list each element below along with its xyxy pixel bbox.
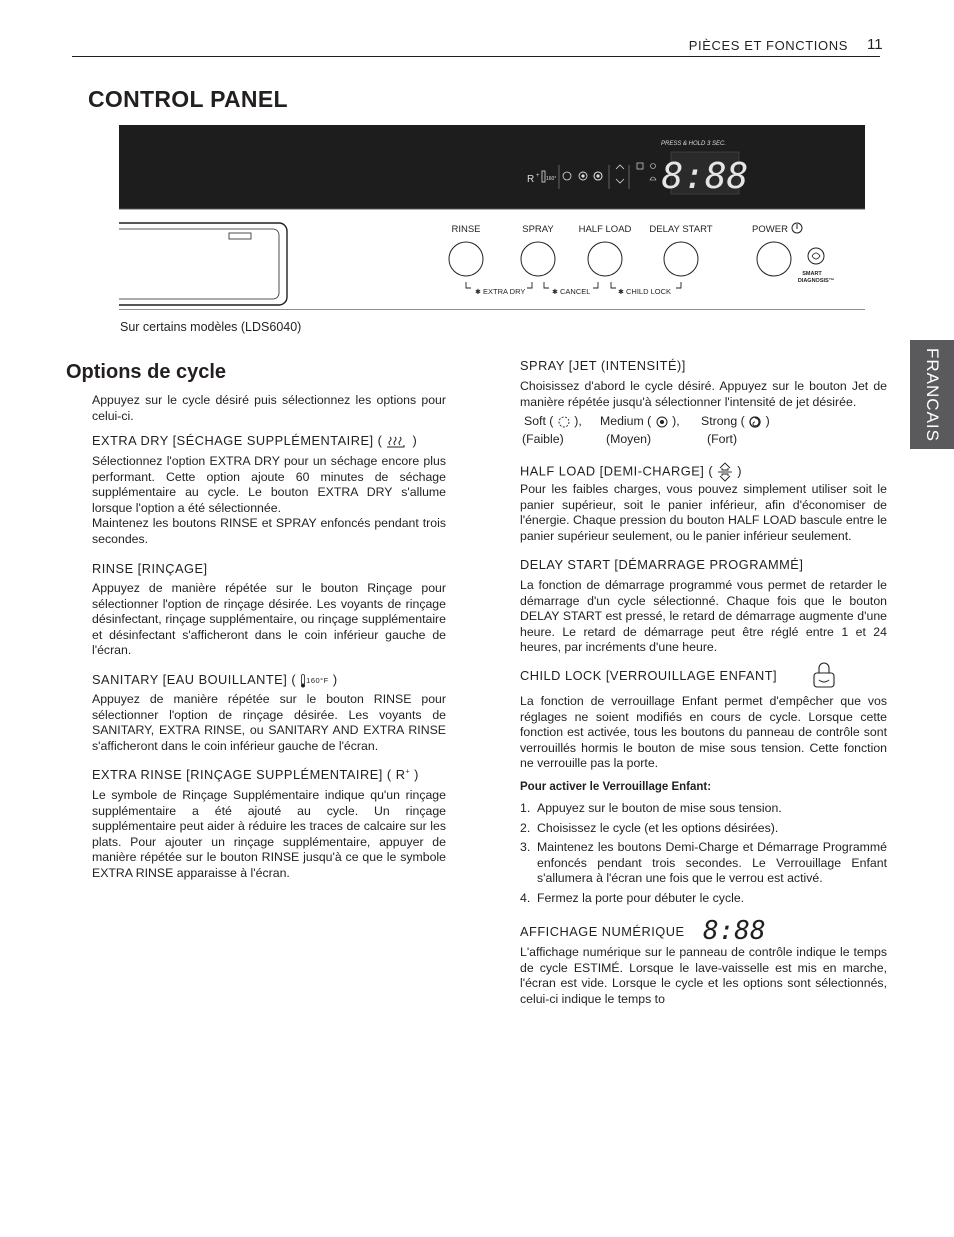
soft-spray-icon bbox=[557, 415, 571, 429]
half-load-icon bbox=[717, 461, 733, 483]
child-lock-star: ✱ bbox=[618, 289, 624, 296]
page-title: CONTROL PANEL bbox=[88, 86, 288, 112]
press-hold-label: PRESS & HOLD 3 SEC. bbox=[661, 141, 727, 147]
spray-text: Choisissez d'abord le cycle désiré. Appuyez sur le bouton Jet de manière répétée jusqu'à sélectionner l'intensité de jet désirée. bbox=[520, 379, 887, 409]
cycle-options-heading: Options de cycle bbox=[66, 361, 227, 383]
spray-strong-fr: (Fort) bbox=[707, 432, 738, 446]
extra-rinse-title: EXTRA RINSE [RINÇAGE SUPPLÉMENTAIRE] ( R+ ) bbox=[92, 767, 419, 782]
extra-dry-star: ✱ bbox=[475, 289, 481, 296]
rinse-title: RINSE [RINÇAGE] bbox=[92, 561, 208, 576]
cancel-star: ✱ bbox=[552, 289, 558, 296]
spray-medium-fr: (Moyen) bbox=[606, 432, 652, 446]
strong-spray-icon bbox=[748, 415, 762, 429]
child-lock-icon bbox=[811, 662, 837, 690]
spray-title: SPRAY [JET (INTENSITÉ)] bbox=[520, 358, 686, 373]
list-item: 2. Choisissez le cycle (et les options désirées). bbox=[520, 820, 779, 835]
spray-label: SPRAY bbox=[522, 224, 554, 235]
list-item: 1. Appuyez sur le bouton de mise sous tension. bbox=[520, 801, 782, 815]
smart-label-1: SMART bbox=[802, 271, 822, 277]
extra-rinse-text: Le symbole de Rinçage Supplémentaire indique qu'un rinçage supplémentaire a été ajouté au cycle. Un rinçage supplémentaire peut aider à réduire les traces de calcaire sur les plats. Pour ajouter un rinçage supplémentaire, appuyer de manière répétée sur le bouton RINSE jusqu'à ce que le symbole EXTRA RINSE apparaisse à l'écran. bbox=[92, 788, 446, 880]
rinse-text: Appuyez de manière répétée sur le bouton Rinçage pour sélectionner l'option de rinçage désirée. Les voyants de rinçage désinfectant, rinçage supplémentaire, ou rinçage supplémentaire et désinfectant s'afficheront dans le coin inférieur gauche de l'écran. bbox=[92, 581, 446, 658]
smart-label-2: DIAGNOSIS™ bbox=[797, 278, 835, 284]
medium-spray-icon bbox=[655, 415, 669, 429]
half-load-title: HALF LOAD [DEMI-CHARGE] ( ) bbox=[520, 461, 742, 483]
cancel-label: CANCEL bbox=[560, 287, 591, 296]
delay-start-label: DELAY START bbox=[649, 224, 713, 235]
control-panel-illustration bbox=[119, 125, 865, 310]
display-strip bbox=[119, 125, 865, 209]
half-load-text: Pour les faibles charges, vous pouvez simplement utiliser soit le panier supérieur, soit le panier inférieur, afin d'économiser de l'énergie. Chaque pression du bouton HALF LOAD bascule entre le panier supérieur seulement, ou le panier inférieur seulement. bbox=[520, 482, 887, 543]
digital-display-title: AFFICHAGE NUMÉRIQUE bbox=[520, 924, 685, 939]
delay-start-text: La fonction de démarrage programmé vous permet de retarder le démarrage d'un cycle sélectionné. Chaque fois que le bouton DELAY START est pressé, le retard de démarrage augmente d'une heure. Le retard de démarrage peut être réglé entre 1 et 24 heures, par incréments d'une heure. bbox=[520, 578, 887, 655]
digit-readout: 8:88 bbox=[661, 156, 749, 197]
svg-text:160°: 160° bbox=[546, 176, 557, 182]
half-load-button bbox=[588, 242, 622, 276]
list-item: 3. Maintenez les boutons Demi-Charge et Démarrage Programmé enfoncés pendant trois secondes. Le Verrouillage Enfant s'allumera à l'écran une fois que le verrou est activé. bbox=[520, 840, 887, 886]
delay-start-button bbox=[664, 242, 698, 276]
language-tab bbox=[910, 340, 954, 449]
cycle-options-intro: Appuyez sur le cycle désiré puis sélectionnez les options pour celui-ci. bbox=[92, 393, 446, 423]
digital-display-icon: 8:88 bbox=[703, 916, 766, 946]
svg-text:+: + bbox=[536, 173, 540, 179]
spray-button bbox=[521, 242, 555, 276]
sanitary-text: Appuyez de manière répétée sur le bouton RINSE pour sélectionner l'option de rinçage désirée. Les voyants de SANITARY, EXTRA RINSE, ou SANITARY AND EXTRA RINSE s'afficheront dans le coin inférieur gauche de l'écran. bbox=[92, 692, 446, 753]
list-item: 4. Fermez la porte pour débuter le cycle. bbox=[520, 890, 745, 905]
extra-dry-title: EXTRA DRY [SÉCHAGE SUPPLÉMENTAIRE] ( ) bbox=[92, 433, 418, 448]
rinse-button bbox=[449, 242, 483, 276]
smart-diagnosis-icon bbox=[808, 248, 824, 264]
sanitary-icon: 160°F bbox=[300, 674, 329, 688]
digital-display-text: L'affichage numérique sur le panneau de contrôle indique le temps de cycle ESTIMÉ. Lorsque le lave-vaisselle est mis en marche, l'écran est vide. Lorsque le cycle et les options sont sélectionnés, celui-ci indique le temps to bbox=[520, 945, 887, 1006]
child-lock-steps bbox=[520, 801, 887, 907]
panel-caption: Sur certains modèles (LDS6040) bbox=[120, 320, 302, 334]
rinse-label: RINSE bbox=[451, 224, 481, 235]
child-lock-steps-title: Pour activer le Verrouillage Enfant: bbox=[520, 781, 712, 793]
header-section: PIÈCES ET FONCTIONS bbox=[688, 38, 848, 53]
spray-soft: Soft ( ), bbox=[524, 414, 582, 428]
child-lock-text: La fonction de verrouillage Enfant permet d'empêcher que vos réglages ne soient modifiés en cours de cycle. Lorsque cette fonction est activée, tous les boutons du panneau de contrôle sont verrouillés hormis le bouton de mise sous tension. Cette fonction ne verrouille pas la porte. bbox=[520, 694, 887, 771]
extra-dry-label: EXTRA DRY bbox=[483, 287, 526, 296]
spray-soft-fr: (Faible) bbox=[522, 432, 564, 446]
delay-start-title: DELAY START [DÉMARRAGE PROGRAMMÉ] bbox=[520, 557, 804, 572]
header-rule bbox=[72, 56, 880, 57]
power-label: POWER bbox=[752, 224, 788, 235]
door-handle bbox=[119, 223, 287, 305]
child-lock-title: CHILD LOCK [VERROUILLAGE ENFANT] bbox=[520, 668, 778, 683]
extra-dry-text: Sélectionnez l'option EXTRA DRY pour un séchage encore plus performant. Cette option ajoute 60 minutes de séchage supplémentaire au cycle. Le bouton EXTRA DRY s'allume lorsque l'option a été sélectionnée. Maintenez les boutons RINSE et SPRAY enfoncés pendant trois secondes. bbox=[92, 454, 446, 546]
language-tab-label: FRANCAIS bbox=[923, 347, 942, 442]
sanitary-title: SANITARY [EAU BOUILLANTE] ( 160°F ) bbox=[92, 672, 338, 687]
child-lock-label: CHILD LOCK bbox=[626, 287, 672, 296]
spray-strong: Strong ( ) bbox=[701, 414, 770, 428]
control-panel-svg bbox=[119, 125, 865, 310]
half-load-label: HALF LOAD bbox=[578, 224, 632, 235]
page-number: 11 bbox=[867, 36, 883, 53]
power-button bbox=[757, 242, 791, 276]
extra-dry-icon bbox=[386, 435, 408, 449]
spray-medium: Medium ( ), bbox=[600, 414, 680, 428]
extra-rinse-indicator: R bbox=[527, 174, 535, 185]
